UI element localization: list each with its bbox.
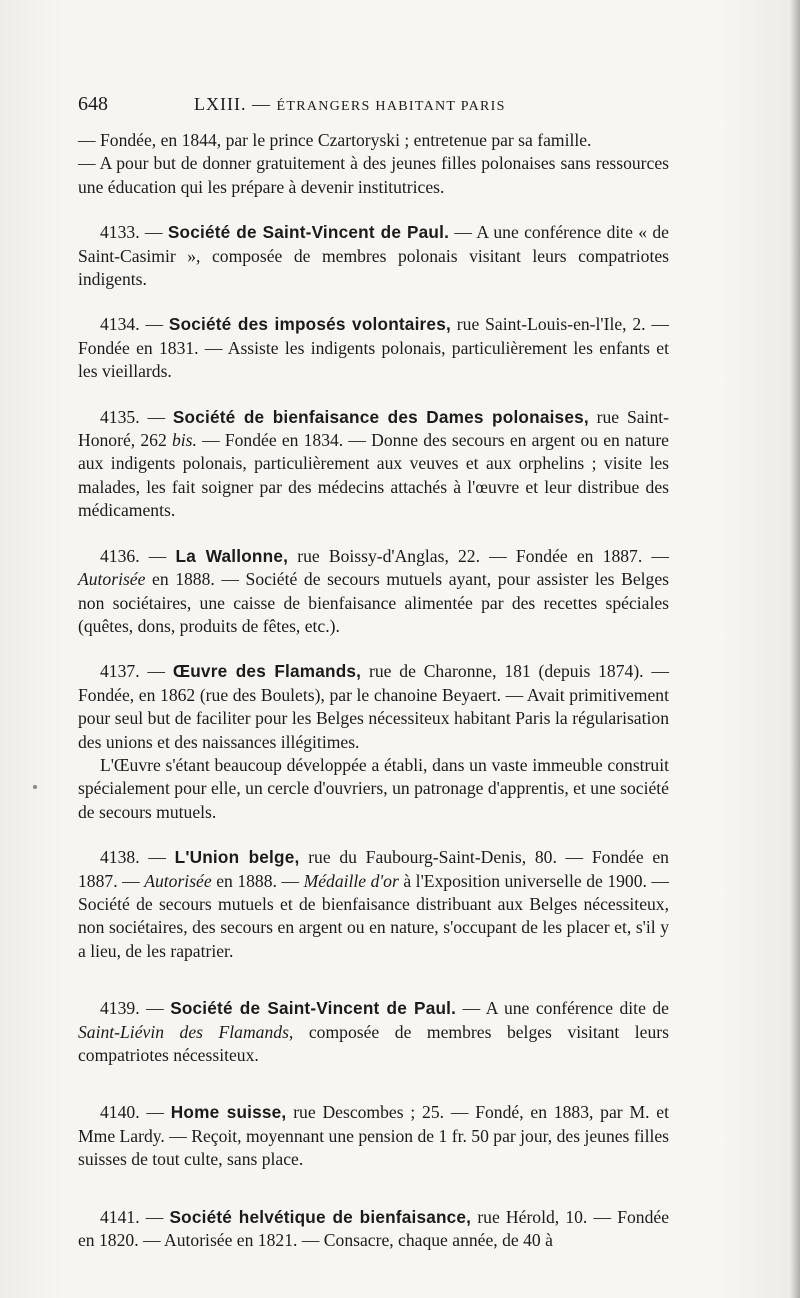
entry-text-cont: en 1888. — [216, 870, 300, 891]
entry-number: 4140. [100, 1102, 140, 1123]
entry-number: 4141. [100, 1206, 140, 1227]
entry-text-italic-2: Médaille d'or [303, 870, 399, 891]
entry-sep: — [147, 661, 166, 682]
entry-sep: — [145, 1206, 164, 1227]
entry-sep: — [148, 847, 166, 868]
entry-text: rue Descombes ; 25. — Fondé, en 1883, par M. et Mme Lardy. — Reçoit, moyennant une pension de 1 fr. 50 par jour, des jeunes filles suisses de tout culte, sans place. [78, 1102, 669, 1170]
entry-text: — A une conférence dite de [462, 998, 669, 1019]
entry-number: 4135. [100, 406, 140, 427]
entry-4139 [78, 997, 669, 1067]
entry-number: 4138. [100, 847, 140, 868]
entry-text: rue du Faubourg-Saint-Denis, 80. — Fondée en 1887. — [78, 847, 669, 891]
entry-text-italic: bis. [171, 430, 197, 451]
page-body [78, 129, 669, 1252]
entry-text: rue Boissy-d'Anglas, 22. — Fondée en 1887. — [297, 545, 669, 566]
entry-sep: — [146, 998, 164, 1019]
entry-4135 [78, 406, 669, 523]
intro-line-2: — A pour but de donner gratuitement à des jeunes filles polonaises sans ressources une éducation qui les prépare à devenir institutrices. [78, 153, 669, 197]
entry-name: Société de bienfaisance des Dames polonaises, [172, 406, 589, 427]
entry-sep: — [145, 314, 164, 335]
entry-text-cont: composée de membres belges visitant leurs compatriotes nécessiteux. [78, 1021, 669, 1065]
entry-number: 4139. [100, 998, 140, 1019]
entry-number: 4137. [100, 661, 140, 682]
entry-name: Société de Saint-Vincent de Paul. [170, 998, 457, 1019]
entry-text: rue Saint-Honoré, 262 [78, 406, 669, 451]
entry-text: rue de Charonne, 181 (depuis 1874). — Fondée, en 1862 (rue des Boulets), par le chanoine Beyaert. — Avait primitivement pour seul but de faciliter pour les Belges nécessiteux habitant Paris la régularisation des unions et des naissances illégitimes. [78, 661, 669, 752]
entry-4140 [78, 1101, 669, 1171]
entry-4134 [78, 313, 669, 383]
entry-sep: — [146, 1102, 164, 1123]
entry-text-italic: Saint-Liévin des Flamands, [78, 1021, 294, 1042]
entry-name: Société des imposés volontaires, [168, 314, 451, 335]
entry-sep: — [148, 545, 167, 566]
entry-4133 [78, 221, 669, 291]
entry-number: 4136. [100, 545, 140, 566]
chapter-number: LXIII. [194, 94, 247, 114]
entry-number: 4133. [100, 222, 140, 243]
entry-text: rue Saint-Louis-en-l'Ile, 2. — Fondée en 1831. — Assiste les indigents polonais, particulièrement les enfants et les vieillards. [78, 314, 670, 382]
entry-name: L'Union belge, [174, 847, 300, 868]
entry-4137 [78, 660, 669, 754]
entry-text-cont-2: à l'Exposition universelle de 1900. — Société de secours mutuels et de bienfaisance distribuant aux Belges nécessiteux, non sociétaires, des secours en argent ou en nature, s'occupant de les placer et, s'il y a lieu, de les rapatrier. [78, 870, 670, 961]
running-title [194, 92, 506, 119]
entry-name: Société de Saint-Vincent de Paul. [167, 222, 450, 243]
running-header [78, 92, 669, 116]
entry-4141 [78, 1206, 669, 1253]
entry-text-cont: — Fondée en 1834. — Donne des secours en argent ou en nature aux indigents polonais, particulièrement aux veuves et aux orphelins ; visite les malades, les fait soigner par des médecins attachés à l'œuvre et leur distribue des médicaments. [78, 430, 669, 521]
entry-4138 [78, 846, 669, 963]
entry-number: 4134. [100, 314, 140, 335]
entry-text: — A une conférence dite « de Saint-Casimir », composée de membres polonais visitant leurs compatriotes indigents. [78, 222, 669, 290]
entry-4137-paragraph-2: L'Œuvre s'étant beaucoup développée a établi, dans un vaste immeuble construit spécialement pour elle, un cercle d'ouvriers, un patronage d'apprentis, et une société de secours mutuels. [78, 754, 669, 822]
entry-text-italic: Autorisée [78, 569, 146, 590]
entry-text-italic: Autorisée [144, 870, 212, 891]
header-dash: — [251, 94, 271, 114]
chapter-title: ÉTRANGERS HABITANT PARIS [276, 99, 506, 114]
entry-4136 [78, 545, 669, 639]
entry-text-cont: en 1888. — Société de secours mutuels ayant, pour assister les Belges non sociétaires, une caisse de bienfaisance alimentée par des recettes spéciales (quêtes, dons, produits de fêtes, etc.). [78, 569, 669, 636]
page-number: 648 [78, 93, 108, 115]
entry-name: Home suisse, [170, 1102, 287, 1123]
entry-name: La Wallonne, [175, 545, 289, 566]
page-edge-shadow [790, 0, 800, 1298]
entry-name: Société helvétique de bienfaisance, [169, 1206, 472, 1227]
entry-sep: — [147, 406, 166, 427]
entry-text: rue Hérold, 10. — Fondée en 1820. — Autorisée en 1821. — Consacre, chaque année, de 40 à [78, 1206, 670, 1251]
entry-name: Œuvre des Flamands, [172, 661, 362, 682]
entry-sep: — [144, 222, 163, 243]
intro-line-1: — Fondée, en 1844, par le prince Czartoryski ; entretenue par sa famille. [78, 130, 592, 150]
margin-speck [33, 785, 37, 789]
